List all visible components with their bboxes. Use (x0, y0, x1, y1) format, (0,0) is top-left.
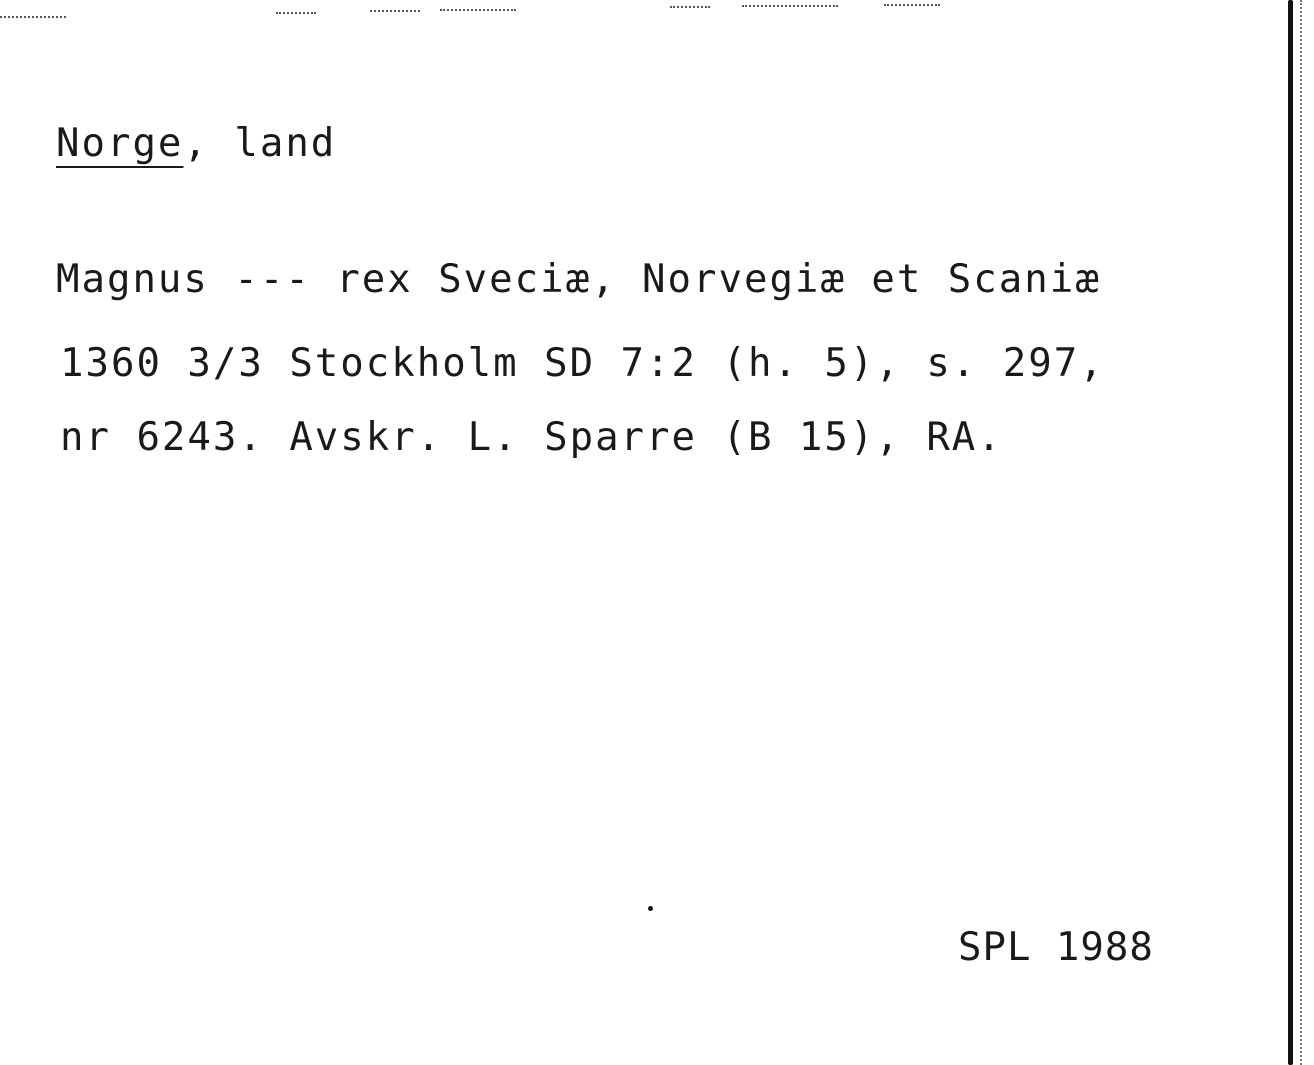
card-edge-line (1288, 0, 1293, 1065)
scan-artifact-top (0, 0, 1290, 14)
card-text-line-1: Magnus --- rex Sveciæ, Norvegiæ et Scaniæ (56, 257, 1101, 302)
ink-dot (648, 906, 653, 911)
scan-artifact-right-edge (1288, 0, 1302, 1065)
card-text-line-2: 1360 3/3 Stockholm SD 7:2 (h. 5), s. 297, (60, 341, 1105, 386)
card-text-line-3: nr 6243. Avskr. L. Sparre (B 15), RA. (60, 415, 1003, 460)
card-edge-specks (1300, 0, 1304, 1065)
card-heading (56, 122, 336, 166)
card-signature: SPL 1988 (958, 925, 1154, 970)
heading-term: Norge (56, 121, 184, 166)
heading-qualifier: , land (183, 121, 337, 166)
